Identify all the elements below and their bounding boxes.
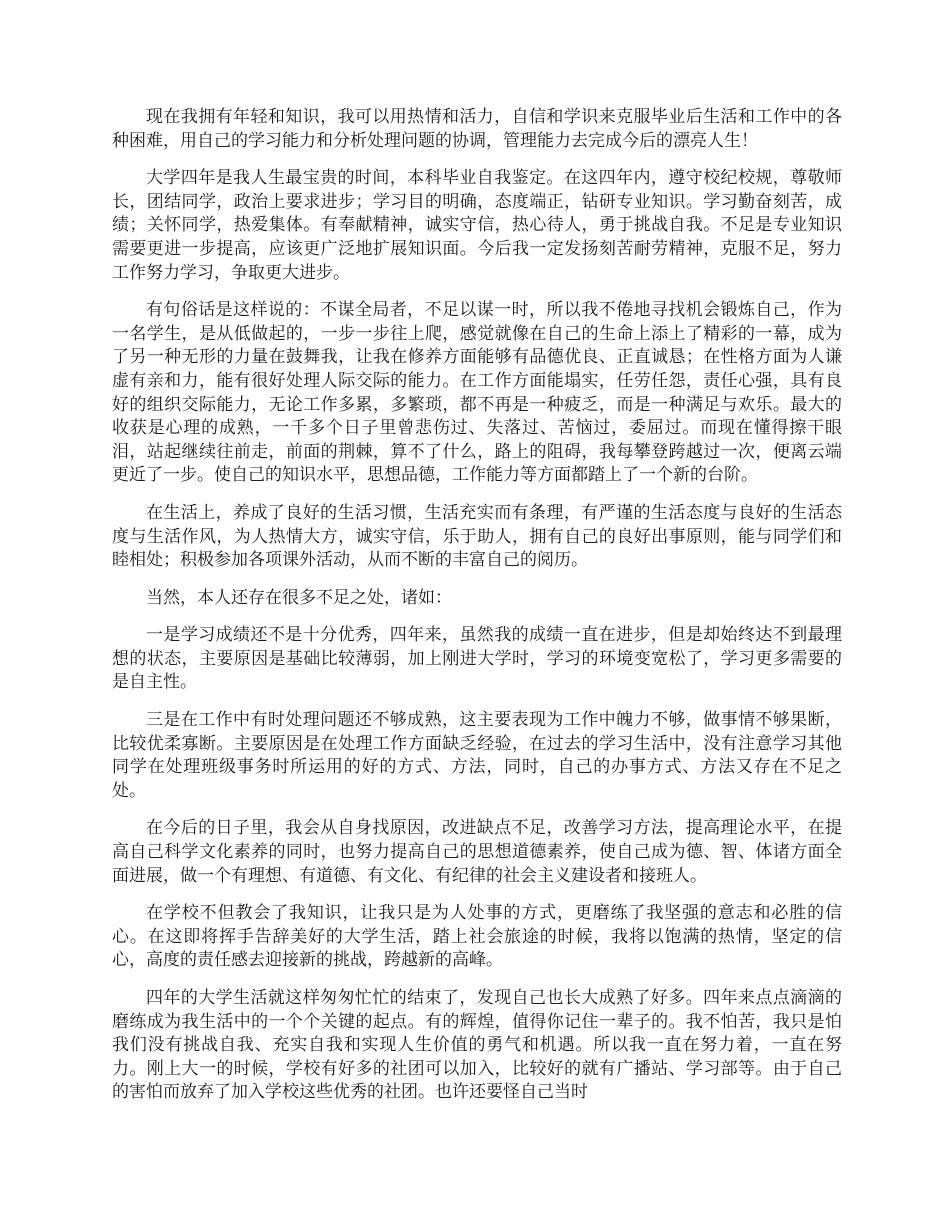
paragraph-10: 四年的大学生活就这样匆匆忙忙的结束了，发现自己也长大成熟了好多。四年来点点滴滴的磨练成为我生活中的一个个关键的起点。有的辉煌，值得你记住一辈子的。我不怕苦，我只是怕我们没有挑战自我、充实自我和实现人生价值的勇气和机遇。所以我一直在努力着，一直在努力。刚上大一的时候，学校有好多的社团可以加入，比较好的就有广播站、学习部等。由于自己的害怕而放弃了加入学校这些优秀的社团。也许还要怪自己当时 xyxy=(112,988,842,1103)
paragraph-6: 一是学习成绩还不是十分优秀，四年来，虽然我的成绩一直在进步，但是却始终达不到最理想的状态，主要原因是基础比较薄弱，加上刚进大学时，学习的环境变宽松了，学习更多需要的是自主性。 xyxy=(112,625,842,693)
paragraph-8: 在今后的日子里，我会从自身找原因，改进缺点不足，改善学习方法，提高理论水平，在提高自己科学文化素养的同时，也努力提高自己的思想道德素养，使自己成为德、智、体诸方面全面进展，做一个有理想、有道德、有文化、有纪律的社会主义建设者和接班人。 xyxy=(112,818,842,886)
paragraph-5: 当然，本人还存在很多不足之处，诸如： xyxy=(146,587,452,608)
paragraph-9: 在学校不但教会了我知识，让我只是为人处事的方式，更磨练了我坚强的意志和必胜的信心。在这即将挥手告辞美好的大学生活，踏上社会旅途的时候，我将以饱满的热情，坚定的信心，高度的责任感去迎接新的挑战，跨越新的高峰。 xyxy=(112,903,842,971)
paragraph-1: 现在我拥有年轻和知识，我可以用热情和活力，自信和学识来克服毕业后生活和工作中的各种困难，用自己的学习能力和分析处理问题的协调，管理能力去完成今后的漂亮人生！ xyxy=(112,107,842,151)
paragraph-4: 在生活上，养成了良好的生活习惯，生活充实而有条理，有严谨的生活态度与良好的生活态度与生活作风，为人热情大方，诚实守信，乐于助人，拥有自己的良好出事原则，能与同学们和睦相处；积极参加各项课外活动，从而不断的丰富自己的阅历。 xyxy=(112,502,842,571)
paragraph-3: 有句俗话是这样说的：不谋全局者，不足以谋一时，所以我不倦地寻找机会锻炼自己，作为一名学生，是从低做起的，一步一步往上爬，感觉就像在自己的生命上添上了精彩的一幕，成为了另一种无形的力量在鼓舞我，让我在修养方面能够有品德优良、正直诚恳；在性格方面为人谦虚有亲和力，能有很好处理人际交际的能力。在工作方面能塌实，任劳任怨，责任心强，具有良好的组织交际能力，无论工作多累，多繁琐，都不再是一种疲乏，而是一种满足与欢乐。最大的收获是心理的成熟，一千多个日子里曾悲伤过、失落过、苦恼过，委屈过。而现在懂得擦干眼泪，站起继续往前走，前面的荆棘，算不了什么，路上的阻碍，我每攀登跨越过一次，便离云端更近了一步。使自己的知识水平，思想品德，工作能力等方面都踏上了一个新的台阶。 xyxy=(112,300,842,486)
paragraph-7: 三是在工作中有时处理问题还不够成熟，这主要表现为工作中魄力不够，做事情不够果断，比较优柔寡断。主要原因是在处理工作方面缺乏经验，在过去的学习生活中，没有注意学习其他同学在处理班级事务时所运用的好的方式、方法，同时，自己的办事方式、方法又存在不足之处。 xyxy=(112,710,842,801)
document-page xyxy=(112,106,842,1119)
paragraph-2: 大学四年是我人生最宝贵的时间，本科毕业自我鉴定。在这四年内，遵守校纪校规，尊敬师长，团结同学，政治上要求进步；学习目的明确，态度端正，钻研专业知识。学习勤奋刻苦，成绩；关怀同学，热爱集体。有奉献精神，诚实守信，热心待人，勇于挑战自我。不足是专业知识需要更进一步提高，应该更广泛地扩展知识面。今后我一定发扬刻苦耐劳精神，克服不足，努力工作努力学习，争取更大进步。 xyxy=(112,168,842,283)
